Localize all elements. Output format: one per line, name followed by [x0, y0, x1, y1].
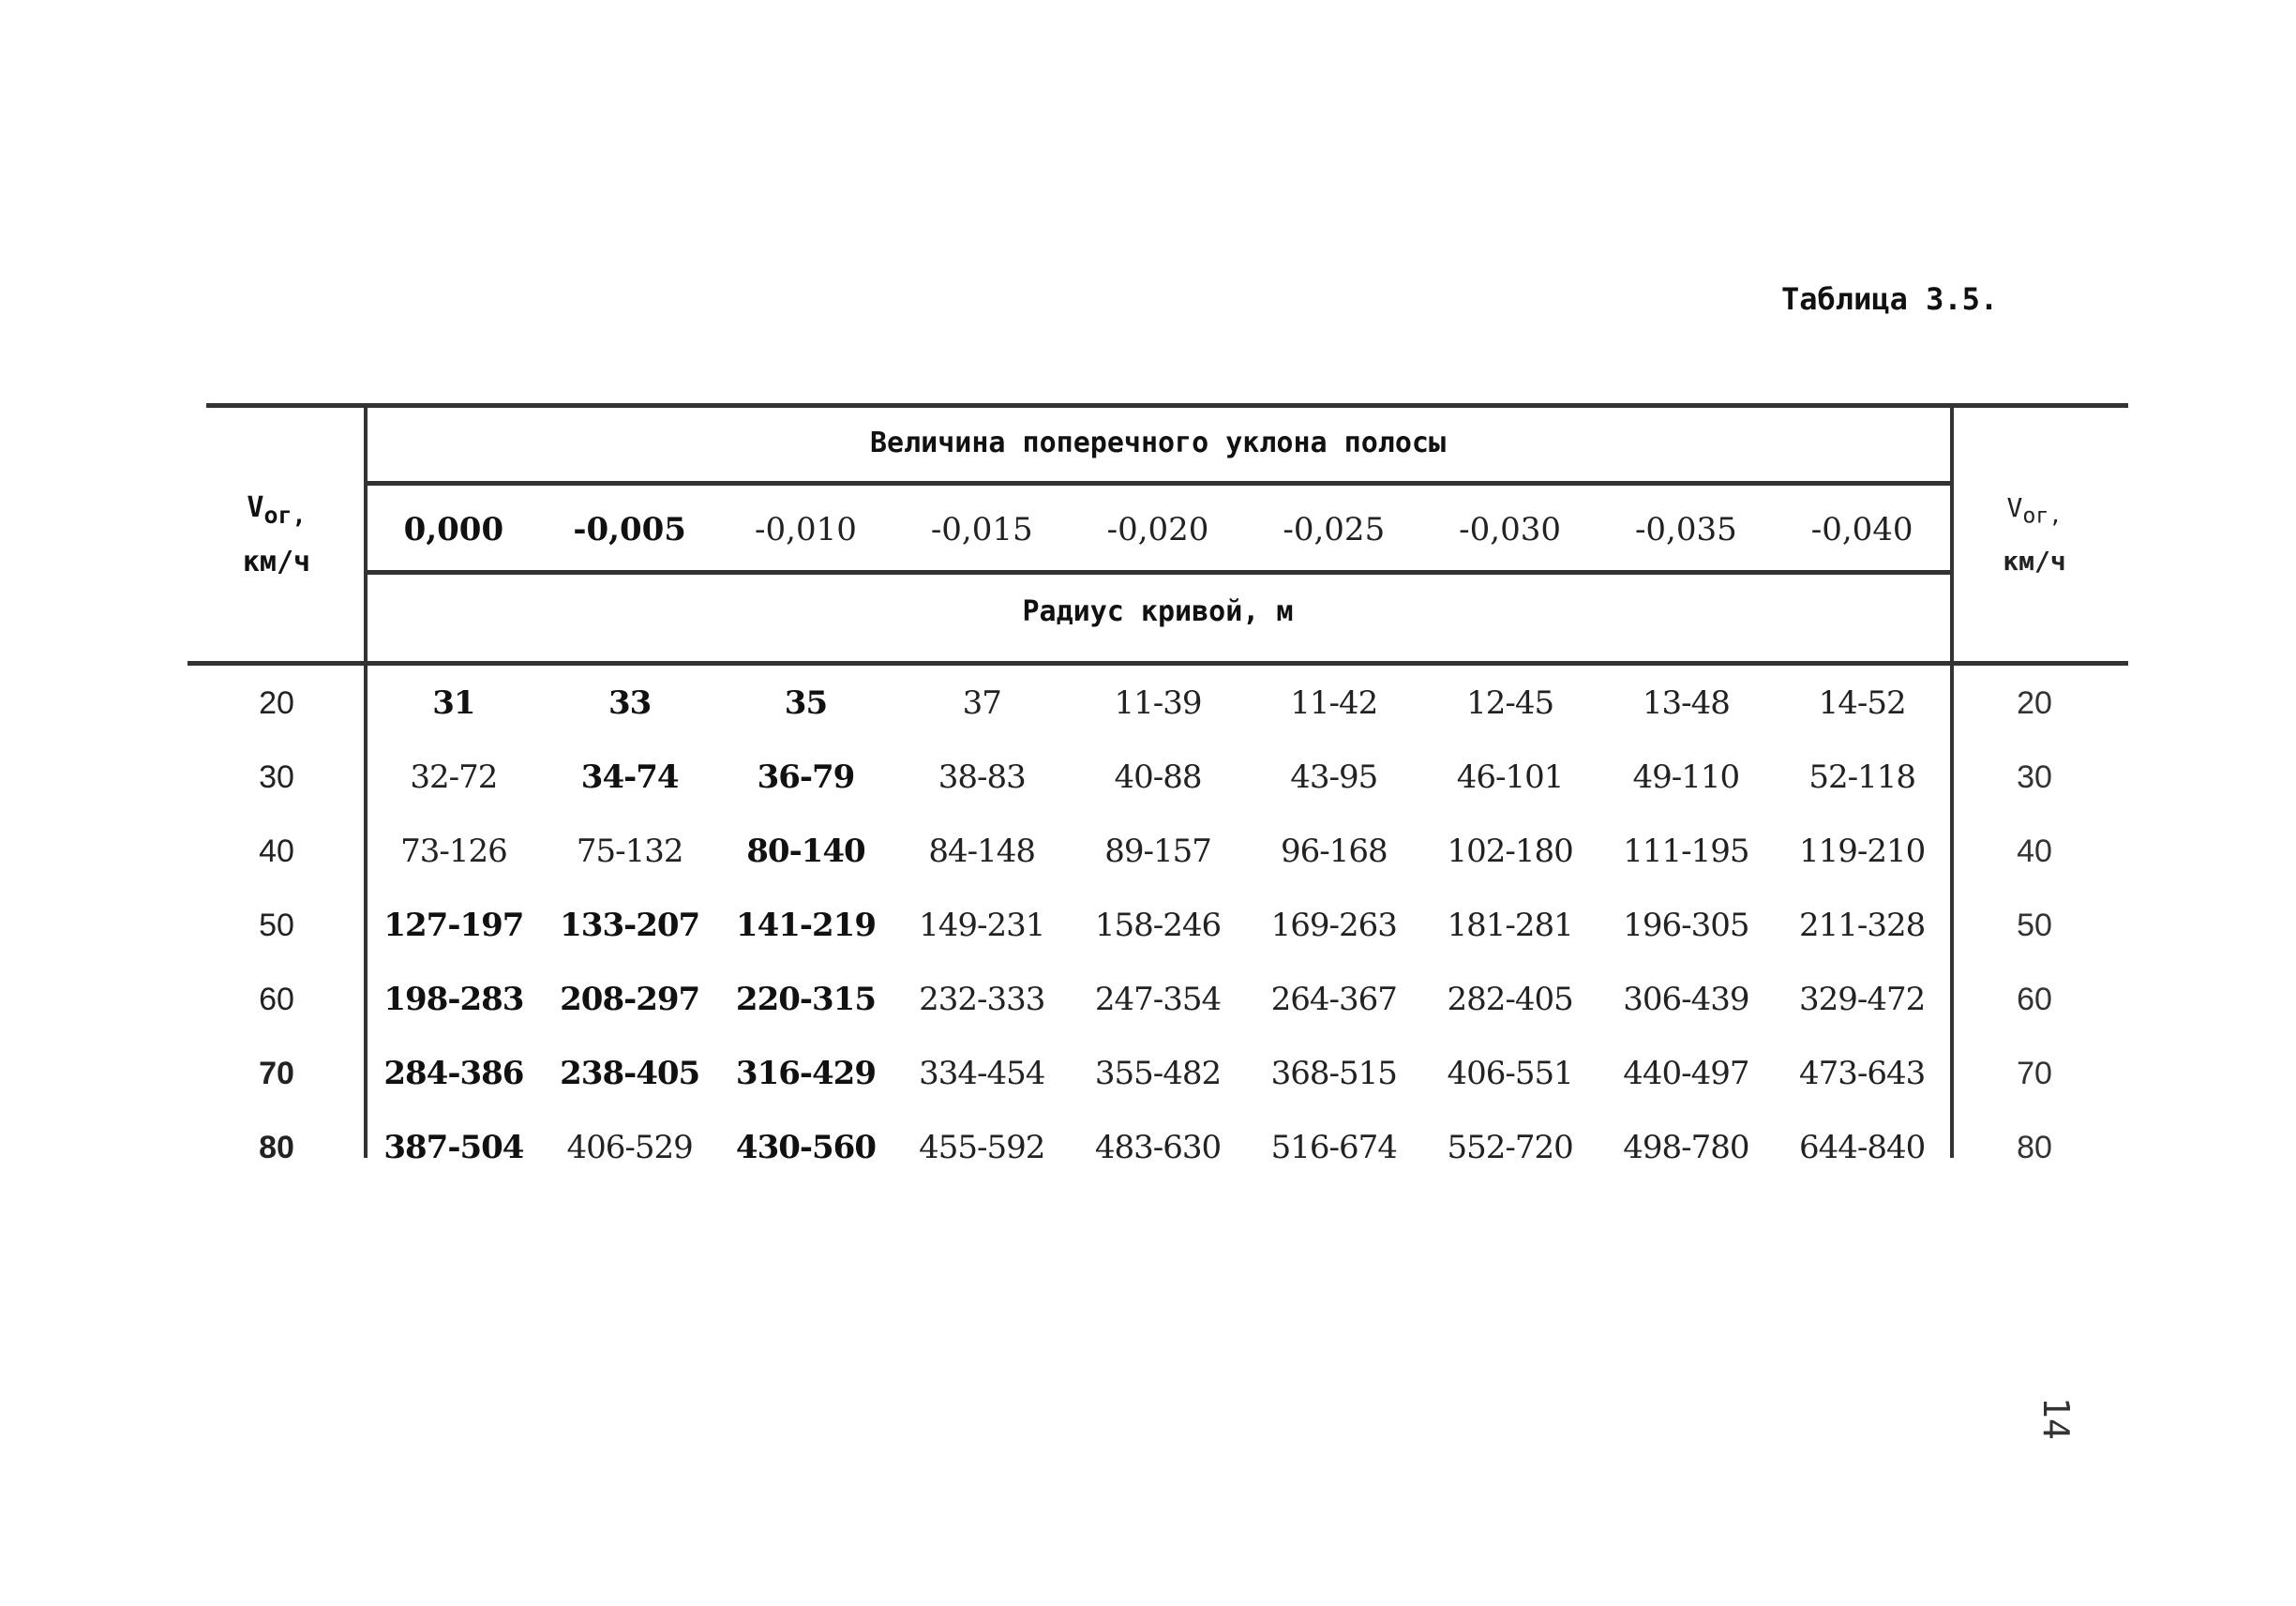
radius-cell: 43-95: [1290, 758, 1378, 796]
slope-cell: -0,010: [755, 511, 857, 548]
radius-cell: 11-42: [1290, 684, 1378, 722]
radius-cell: 440-497: [1623, 1055, 1749, 1092]
radius-cell: 387-504: [383, 1129, 524, 1166]
radius-cell: 32-72: [410, 758, 498, 796]
data-table: [188, 403, 2128, 1172]
radius-cell: 11-39: [1114, 684, 1202, 722]
speed-cell-right: 60: [2017, 981, 2052, 1017]
radius-cell: 34-74: [580, 758, 679, 796]
speed-subscript: ог,: [2022, 502, 2063, 529]
radius-cell: 334-454: [919, 1055, 1045, 1092]
slope-cell: -0,040: [1810, 511, 1913, 548]
radius-cell: 89-157: [1104, 833, 1211, 870]
group-title: Величина поперечного уклона полосы: [869, 427, 1447, 459]
radius-cell: 306-439: [1623, 981, 1749, 1018]
slope-cell: -0,005: [573, 511, 686, 548]
speed-cell: 20: [259, 684, 294, 721]
speed-cell: 60: [259, 981, 294, 1017]
radius-cell: 73-126: [400, 833, 507, 870]
radius-cell: 31: [432, 684, 475, 722]
radius-cell: 38-83: [938, 758, 1026, 796]
radius-cell: 430-560: [735, 1129, 876, 1166]
slope-cell: -0,035: [1634, 511, 1737, 548]
speed-cell-right: 20: [2017, 684, 2052, 721]
radius-cell: 37: [962, 684, 1001, 722]
slope-header-row: [366, 502, 1950, 558]
slope-cell: -0,015: [930, 511, 1033, 548]
radius-cell: 35: [784, 684, 828, 722]
radius-cell: 96-168: [1280, 833, 1388, 870]
table-row: [188, 897, 2128, 953]
speed-cell-right: 70: [2017, 1055, 2052, 1091]
speed-cell: 40: [259, 833, 294, 869]
speed-symbol: V: [2006, 492, 2023, 524]
table-row: [188, 749, 2128, 805]
speed-cell-right: 80: [2017, 1129, 2052, 1165]
speed-subscript: ог,: [263, 501, 307, 529]
radius-cell: 111-195: [1623, 833, 1749, 870]
radius-cell: 36-79: [757, 758, 855, 796]
table-row: [188, 971, 2128, 1028]
radius-cell: 33: [608, 684, 652, 722]
radius-cell: 13-48: [1642, 684, 1730, 722]
slope-cell: -0,020: [1106, 511, 1209, 548]
table-row: [188, 1119, 2128, 1176]
radius-cell: 196-305: [1623, 907, 1749, 944]
table-caption: Таблица 3.5.: [1781, 281, 1999, 317]
radius-cell: 644-840: [1799, 1129, 1926, 1166]
radius-cell: 40-88: [1114, 758, 1202, 796]
speed-unit: км/ч: [2003, 545, 2066, 577]
speed-header-left: [188, 403, 366, 666]
radius-cell: 552-720: [1447, 1129, 1573, 1166]
speed-cell-right: 40: [2017, 833, 2052, 869]
radius-cell: 498-780: [1623, 1129, 1749, 1166]
radius-cell: 368-515: [1270, 1055, 1397, 1092]
radius-subtitle: Радиус кривой, м: [1022, 595, 1294, 628]
speed-header-right: [1950, 403, 2119, 666]
radius-cell: 75-132: [576, 833, 683, 870]
slope-cell: 0,000: [403, 511, 504, 548]
radius-cell: 264-367: [1270, 981, 1397, 1018]
radius-cell: 49-110: [1632, 758, 1740, 796]
slopes-rule: [366, 570, 1950, 575]
radius-cell: 46-101: [1456, 758, 1564, 796]
speed-unit: км/ч: [242, 545, 311, 578]
radius-cell: 284-386: [383, 1055, 524, 1092]
radius-cell: 14-52: [1818, 684, 1906, 722]
radius-cell: 133-207: [560, 907, 700, 944]
speed-symbol: V: [247, 490, 264, 524]
radius-cell: 211-328: [1799, 907, 1926, 944]
radius-cell: 127-197: [383, 907, 524, 944]
speed-cell-right: 50: [2017, 907, 2052, 943]
speed-cell-right: 30: [2017, 758, 2052, 795]
speed-cell: 70: [259, 1055, 294, 1091]
top-rule: [206, 403, 2128, 408]
radius-cell: 473-643: [1799, 1055, 1926, 1092]
radius-cell: 516-674: [1270, 1129, 1397, 1166]
radius-cell: 52-118: [1808, 758, 1915, 796]
radius-cell: 119-210: [1799, 833, 1926, 870]
radius-cell: 12-45: [1466, 684, 1554, 722]
radius-cell: 181-281: [1447, 907, 1573, 944]
radius-cell: 80-140: [746, 833, 865, 870]
radius-cell: 198-283: [383, 981, 524, 1018]
radius-cell: 329-472: [1799, 981, 1926, 1018]
radius-cell: 247-354: [1094, 981, 1222, 1018]
radius-cell: 455-592: [919, 1129, 1045, 1166]
table-row: [188, 823, 2128, 879]
radius-cell: 149-231: [919, 907, 1045, 944]
speed-cell: 50: [259, 907, 294, 943]
radius-cell: 141-219: [735, 907, 876, 944]
speed-cell: 80: [259, 1129, 294, 1165]
radius-cell: 355-482: [1094, 1055, 1222, 1092]
page-number: 14: [2035, 1397, 2077, 1440]
header-bottom-rule: [188, 661, 2128, 666]
radius-cell: 406-551: [1447, 1055, 1573, 1092]
radius-cell: 102-180: [1447, 833, 1573, 870]
radius-cell: 406-529: [566, 1129, 693, 1166]
radius-cell: 232-333: [919, 981, 1045, 1018]
table-row: [188, 675, 2128, 731]
radius-cell: 169-263: [1270, 907, 1397, 944]
radius-cell: 483-630: [1094, 1129, 1222, 1166]
slope-cell: -0,025: [1283, 511, 1386, 548]
radius-cell: 282-405: [1447, 981, 1573, 1018]
radius-cell: 316-429: [735, 1055, 876, 1092]
slope-cell: -0,030: [1459, 511, 1561, 548]
radius-cell: 238-405: [560, 1055, 700, 1092]
speed-cell: 30: [259, 758, 294, 795]
radius-cell: 158-246: [1094, 907, 1222, 944]
group-title-rule: [366, 481, 1950, 486]
radius-cell: 84-148: [928, 833, 1036, 870]
table-row: [188, 1045, 2128, 1102]
radius-cell: 220-315: [735, 981, 876, 1018]
radius-cell: 208-297: [560, 981, 700, 1018]
